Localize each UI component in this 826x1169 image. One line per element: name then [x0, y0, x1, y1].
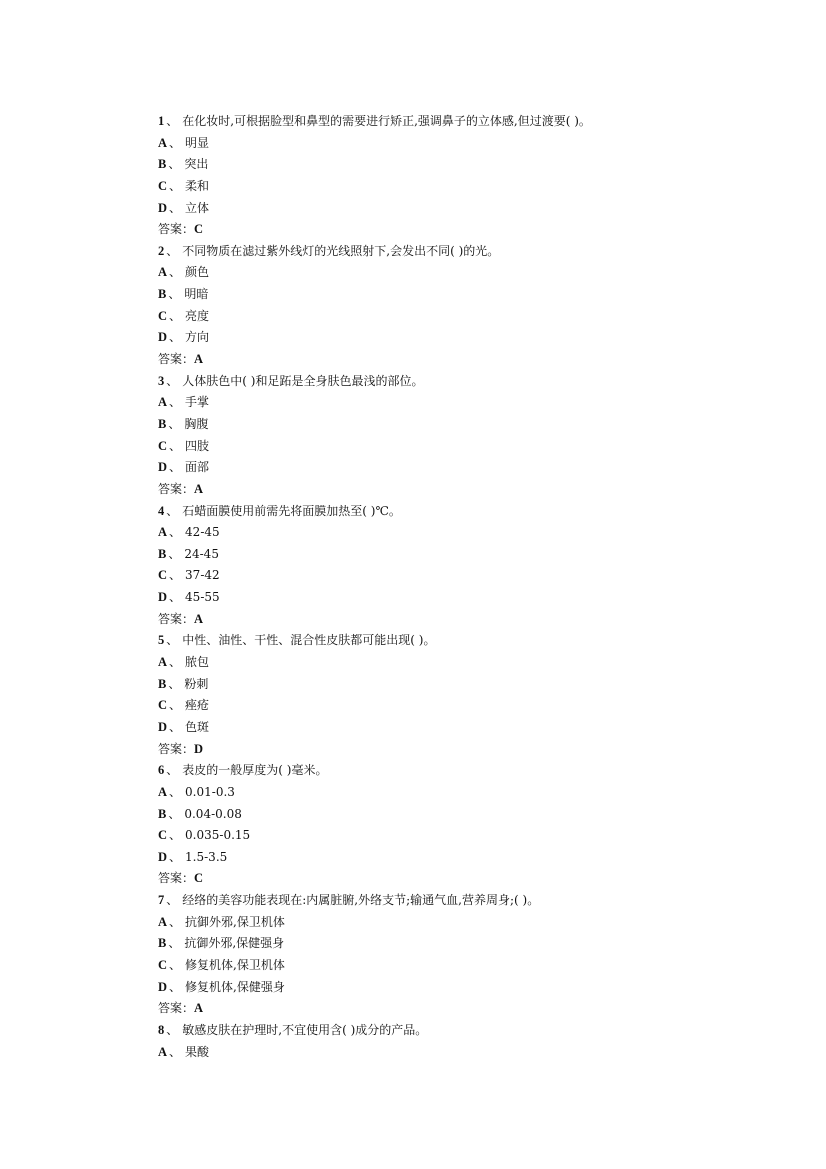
separator: 、	[169, 719, 182, 734]
separator: 、	[166, 893, 179, 908]
question-number: 2	[158, 243, 165, 258]
option-letter: A	[158, 525, 168, 540]
option-d	[158, 457, 591, 479]
answer-value: A	[194, 1001, 204, 1016]
separator: 、	[169, 330, 182, 345]
option-b	[158, 154, 591, 176]
option-text: 1.5-3.5	[185, 849, 228, 864]
option-a	[158, 1042, 591, 1064]
answer-value: A	[194, 481, 204, 496]
option-text: 45-55	[185, 590, 220, 605]
separator: 、	[169, 957, 182, 972]
answer-line	[158, 998, 591, 1020]
option-letter: A	[158, 914, 168, 929]
option-text: 色斑	[185, 719, 210, 734]
option-text: 痤疮	[185, 698, 210, 713]
separator: 、	[169, 784, 182, 799]
option-b	[158, 544, 591, 566]
option-d	[158, 847, 591, 869]
option-text: 粉刺	[184, 676, 209, 691]
option-letter: C	[158, 308, 168, 323]
option-letter: D	[158, 330, 168, 345]
question-number: 5	[158, 633, 165, 648]
question-number: 8	[158, 1022, 165, 1037]
option-letter: B	[158, 416, 167, 431]
separator: 、	[166, 114, 179, 128]
question-stem	[158, 111, 591, 133]
answer-line	[158, 349, 591, 371]
option-text: 四肢	[185, 438, 210, 453]
option-letter: C	[158, 828, 168, 843]
option-letter: C	[158, 957, 168, 972]
answer-value: D	[194, 741, 204, 756]
option-letter: D	[158, 590, 168, 605]
option-text: 柔和	[185, 178, 210, 193]
separator: 、	[169, 200, 182, 215]
answer-value: A	[194, 611, 204, 626]
option-text: 胸腹	[184, 416, 209, 431]
question-stem	[158, 760, 591, 782]
option-letter: B	[158, 287, 167, 302]
answer-line	[158, 479, 591, 501]
option-letter: A	[158, 395, 168, 410]
question-stem	[158, 501, 591, 523]
answer-label: 答案：	[158, 481, 195, 496]
option-letter: A	[158, 784, 168, 799]
separator: 、	[166, 243, 179, 258]
option-c	[158, 955, 591, 977]
option-text: 抗御外邪,保卫机体	[185, 914, 285, 929]
option-c	[158, 176, 591, 198]
separator: 、	[166, 1022, 179, 1037]
question-text: 表皮的一般厚度为( )毫米。	[182, 763, 328, 778]
option-text: 方向	[185, 330, 210, 345]
answer-label: 答案：	[158, 611, 195, 626]
question-number: 1	[158, 114, 165, 128]
answer-label: 答案：	[158, 871, 195, 886]
separator: 、	[169, 178, 182, 193]
separator: 、	[168, 416, 181, 431]
option-c	[158, 306, 591, 328]
question-stem	[158, 890, 591, 912]
option-text: 0.035-0.15	[185, 828, 251, 843]
question-number: 6	[158, 763, 165, 778]
answer-line	[158, 609, 591, 631]
answer-line	[158, 868, 591, 890]
separator: 、	[169, 914, 182, 929]
option-d	[158, 587, 591, 609]
separator: 、	[169, 568, 182, 583]
question-number: 4	[158, 503, 165, 518]
option-a	[158, 133, 591, 155]
option-letter: A	[158, 135, 168, 150]
separator: 、	[169, 135, 182, 150]
option-c	[158, 825, 591, 847]
separator: 、	[169, 525, 182, 540]
option-letter: D	[158, 460, 168, 475]
separator: 、	[168, 806, 181, 821]
answer-line	[158, 219, 591, 241]
answer-value: C	[194, 222, 204, 237]
option-b	[158, 414, 591, 436]
option-text: 颜色	[185, 265, 210, 280]
option-text: 脓包	[185, 655, 210, 670]
option-letter: B	[158, 936, 167, 951]
option-letter: B	[158, 676, 167, 691]
separator: 、	[166, 503, 179, 518]
option-a	[158, 262, 591, 284]
option-d	[158, 198, 591, 220]
option-letter: C	[158, 438, 168, 453]
option-letter: B	[158, 546, 167, 561]
option-a	[158, 912, 591, 934]
separator: 、	[169, 655, 182, 670]
option-b	[158, 674, 591, 696]
question-number: 7	[158, 893, 165, 908]
option-letter: B	[158, 806, 167, 821]
option-d	[158, 327, 591, 349]
option-text: 明显	[185, 135, 210, 150]
option-text: 37-42	[185, 568, 220, 583]
option-text: 果酸	[185, 1044, 210, 1059]
question-document	[158, 111, 591, 1063]
answer-label: 答案：	[158, 1001, 195, 1016]
option-letter: D	[158, 979, 168, 994]
separator: 、	[169, 828, 182, 843]
question-text: 石蜡面膜使用前需先将面膜加热至( )℃。	[182, 503, 401, 518]
option-text: 亮度	[185, 308, 210, 323]
separator: 、	[168, 157, 181, 172]
option-b	[158, 284, 591, 306]
option-a	[158, 392, 591, 414]
answer-value: C	[194, 871, 204, 886]
separator: 、	[166, 373, 179, 388]
option-text: 手掌	[185, 395, 210, 410]
option-letter: A	[158, 1044, 168, 1059]
option-letter: C	[158, 568, 168, 583]
separator: 、	[169, 395, 182, 410]
option-text: 修复机体,保卫机体	[185, 957, 285, 972]
option-letter: C	[158, 698, 168, 713]
option-text: 42-45	[185, 525, 220, 540]
question-text: 不同物质在滤过紫外线灯的光线照射下,会发出不同( )的光。	[182, 243, 500, 258]
option-text: 0.01-0.3	[185, 784, 235, 799]
option-letter: C	[158, 178, 168, 193]
option-text: 突出	[184, 157, 209, 172]
option-letter: A	[158, 655, 168, 670]
separator: 、	[168, 936, 181, 951]
question-text: 人体肤色中( )和足跖是全身肤色最浅的部位。	[182, 373, 424, 388]
option-c	[158, 565, 591, 587]
option-b	[158, 933, 591, 955]
option-text: 24-45	[184, 546, 219, 561]
question-number: 3	[158, 373, 165, 388]
question-stem	[158, 371, 591, 393]
option-c	[158, 695, 591, 717]
option-a	[158, 652, 591, 674]
separator: 、	[169, 849, 182, 864]
option-b	[158, 804, 591, 826]
separator: 、	[169, 590, 182, 605]
separator: 、	[169, 438, 182, 453]
answer-value: A	[194, 352, 204, 367]
option-letter: D	[158, 849, 168, 864]
question-text: 敏感皮肤在护理时,不宜使用含( )成分的产品。	[182, 1022, 428, 1037]
separator: 、	[169, 698, 182, 713]
option-letter: D	[158, 719, 168, 734]
question-stem	[158, 241, 591, 263]
separator: 、	[166, 763, 179, 778]
option-letter: B	[158, 157, 167, 172]
answer-label: 答案：	[158, 222, 195, 237]
separator: 、	[168, 546, 181, 561]
separator: 、	[169, 265, 182, 280]
option-text: 修复机体,保健强身	[185, 979, 285, 994]
option-text: 面部	[185, 460, 210, 475]
question-stem	[158, 630, 591, 652]
option-a	[158, 782, 591, 804]
separator: 、	[169, 1044, 182, 1059]
option-letter: D	[158, 200, 168, 215]
answer-label: 答案：	[158, 352, 195, 367]
separator: 、	[169, 308, 182, 323]
option-letter: A	[158, 265, 168, 280]
option-c	[158, 436, 591, 458]
separator: 、	[169, 460, 182, 475]
answer-label: 答案：	[158, 741, 195, 756]
option-text: 抗御外邪,保健强身	[184, 936, 285, 951]
question-text: 在化妆时,可根据脸型和鼻型的需要进行矫正,强调鼻子的立体感,但过渡要( )。	[182, 114, 591, 128]
separator: 、	[168, 287, 181, 302]
answer-line	[158, 739, 591, 761]
option-d	[158, 977, 591, 999]
question-text: 中性、油性、干性、混合性皮肤都可能出现( )。	[182, 633, 436, 648]
question-text: 经络的美容功能表现在:内属脏腑,外络支节;输通气血,营养周身;( )。	[182, 893, 540, 908]
option-a	[158, 522, 591, 544]
option-text: 立体	[185, 200, 210, 215]
option-text: 0.04-0.08	[184, 806, 242, 821]
separator: 、	[169, 979, 182, 994]
option-text: 明暗	[184, 287, 209, 302]
question-stem	[158, 1020, 591, 1042]
option-d	[158, 717, 591, 739]
separator: 、	[166, 633, 179, 648]
separator: 、	[168, 676, 181, 691]
